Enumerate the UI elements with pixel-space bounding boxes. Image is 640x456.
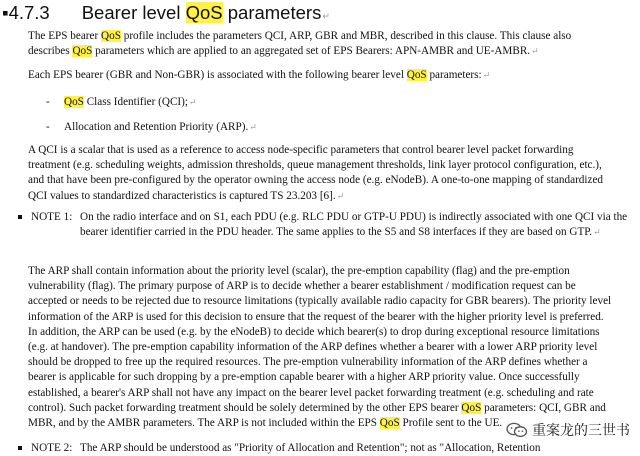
note-bullet-icon bbox=[18, 215, 22, 219]
wechat-watermark bbox=[502, 419, 636, 441]
heading-bullet: ▪ bbox=[2, 2, 9, 23]
paragraph-mark-icon: ↵ bbox=[336, 190, 345, 201]
note-label: NOTE 1: bbox=[31, 211, 73, 223]
note-text bbox=[80, 210, 628, 240]
watermark-text: 重案龙的三世书 bbox=[532, 423, 630, 439]
p4-highlight-2: QoS bbox=[379, 417, 400, 430]
paragraph-qci-definition bbox=[28, 143, 614, 204]
heading-title-highlight: QoS bbox=[185, 2, 223, 23]
p4-text-c: Profile sent to the UE. bbox=[399, 417, 503, 430]
paragraph-mark-icon: ↵ bbox=[322, 11, 330, 21]
list-item-qci bbox=[46, 95, 197, 110]
paragraph-bearer-association bbox=[28, 68, 614, 83]
p2-highlight: QoS bbox=[406, 69, 427, 81]
note-2 bbox=[18, 441, 618, 456]
p4-text-b: parameters: QCI, GBR and MBR, and by the AMBR parameters. The ARP is not included within the EPS bbox=[28, 401, 606, 430]
list-item-highlight: QoS bbox=[64, 96, 84, 108]
p1-highlight-2: QoS bbox=[72, 45, 93, 58]
section-number: 4.7.3 bbox=[8, 2, 50, 23]
p4-text-a: The ARP shall contain information about the priority level (scalar), the pre-emption capability (flag) and the pre-emption vulnerability (flag). The primary purpose of ARP is to decide whether a bearer establishment / modification request can be accepted or needs to be rejected due to resource limitations (typically available radio capacity for GBR bearers). The priority level information of the ARP is used for this decision to ensure that the request of the bearer with the higher priority level is preferred. In addition, the ARP can be used (e.g. by the eNodeB) to decide which bearer(s) to drop during exceptional resource limitations (e.g. at handover). The pre-emption capability information of the ARP defines whether a bearer with a lower ARP priority level should be dropped to free up the required resources. The pre-emption vulnerability information of the ARP defines whether a bearer is applicable for such dropping by a pre-emption capable bearer with a higher ARP priority value. Once successfully established, a bearer's ARP shall not have any impact on the bearer level packet forwarding treatment (e.g. scheduling and rate control). Such packet forwarding treatment should be solely determined by the other EPS bearer bbox=[28, 265, 612, 414]
wechat-icon bbox=[506, 422, 528, 438]
p1-text-c: parameters which are applied to an aggregated set of EPS Bearers: APN-AMBR and UE-AMBR. bbox=[92, 45, 531, 58]
p1-highlight: QoS bbox=[101, 30, 121, 42]
section-heading bbox=[2, 2, 330, 24]
p2-text-a: Each EPS bearer (GBR and Non-GBR) is associated with the following bearer level bbox=[28, 69, 407, 81]
p3-text: A QCI is a scalar that is used as a reference to access node-specific parameters that control bearer level packet forwarding treatment (e.g. scheduling weights, admission thresholds, queue management thresholds, link layer protocol configuration, etc.), and that have been pre-configured by the operator owning the access node (e.g. eNodeB). A one-to-one mapping of standardized QCI values to standardized characteristics is captured TS 23.203 [6]. bbox=[28, 144, 604, 202]
paragraph-mark-icon: ↵ bbox=[189, 97, 197, 107]
paragraph-mark-icon: ↵ bbox=[249, 122, 257, 132]
list-dash: - bbox=[46, 121, 50, 133]
p2-text-b: parameters: bbox=[426, 69, 482, 81]
note-text: The ARP should be understood as "Priority of Allocation and Retention"; not as "Allocation, Retention bbox=[80, 442, 541, 454]
p4-highlight: QoS bbox=[461, 401, 482, 414]
paragraph-mark-icon: ↵ bbox=[531, 46, 539, 57]
list-item-text: Allocation and Retention Priority (ARP). bbox=[64, 121, 249, 133]
paragraph-mark-icon: ↵ bbox=[593, 227, 601, 237]
p1-text-a: The EPS bearer bbox=[28, 30, 102, 42]
note-text-content: On the radio interface and on S1, each PDU (e.g. RLC PDU or GTP-U PDU) is indirectly associated with one QCI via the bearer identifier carried in the PDU header. The same applies to the S5 and S8 interfaces if they are based on GTP. bbox=[80, 211, 628, 238]
note-1 bbox=[18, 210, 628, 256]
heading-title-post: parameters bbox=[222, 2, 322, 23]
heading-title-pre: Bearer level bbox=[81, 2, 186, 23]
p1-text-b: profile includes the parameters QCI, ARP, GBR and MBR, described in this clause. This clause also describes bbox=[28, 30, 572, 58]
paragraph-arp-definition bbox=[28, 264, 614, 431]
list-dash: - bbox=[46, 96, 50, 108]
paragraph-eps-profile bbox=[28, 29, 614, 59]
list-item-text: Class Identifier (QCI); bbox=[83, 96, 188, 108]
list-item-arp bbox=[46, 120, 257, 135]
paragraph-mark-icon: ↵ bbox=[482, 70, 491, 80]
note-label: NOTE 2: bbox=[31, 442, 73, 454]
